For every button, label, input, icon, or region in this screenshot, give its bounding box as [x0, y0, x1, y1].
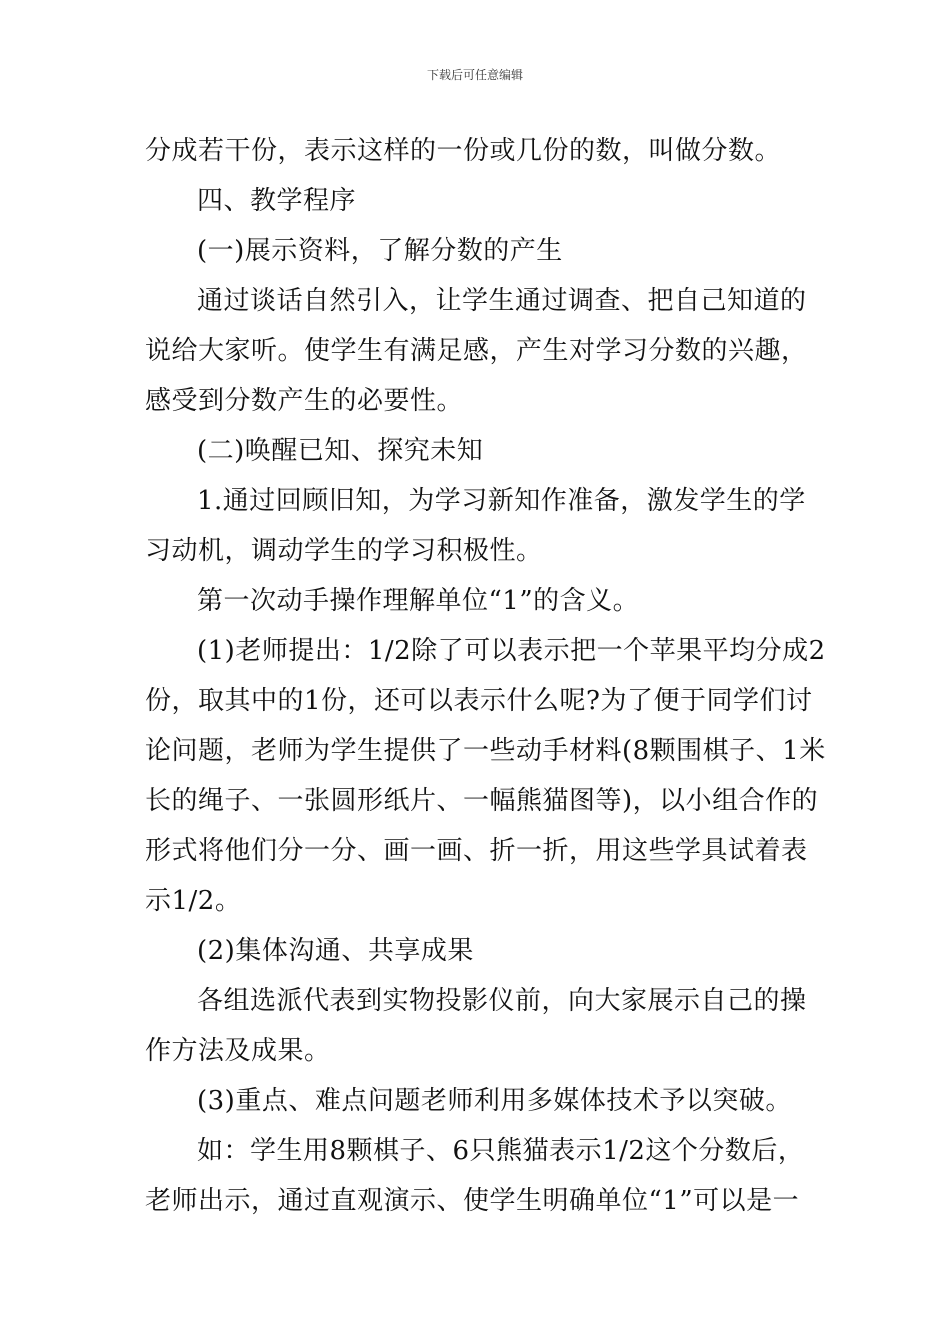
text-line: 论问题，老师为学生提供了一些动手材料(8颗围棋子、1米: [145, 736, 826, 766]
text-line: 习动机，调动学生的学习积极性。: [145, 536, 543, 566]
text-line: 四、教学程序: [197, 186, 357, 216]
text-line: (1)老师提出：1/2除了可以表示把一个苹果平均分成2: [197, 636, 826, 666]
text-line: 各组选派代表到实物投影仪前，向大家展示自己的操: [197, 986, 807, 1016]
text-line: 形式将他们分一分、画一画、折一折，用这些学具试着表: [145, 836, 808, 866]
text-line: 如：学生用8颗棋子、6只熊猫表示1/2这个分数后，: [197, 1136, 805, 1166]
text-line: 份，取其中的1份，还可以表示什么呢?为了便于同学们讨: [145, 686, 813, 716]
text-line: (一)展示资料，了解分数的产生: [197, 236, 563, 266]
page-header-note: 下载后可任意编辑: [426, 68, 523, 82]
text-line: 第一次动手操作理解单位“1”的含义。: [197, 586, 640, 616]
text-line: 说给大家听。使学生有满足感，产生对学习分数的兴趣，: [145, 336, 808, 366]
text-line: 感受到分数产生的必要性。: [145, 386, 464, 416]
text-line: (2)集体沟通、共享成果: [197, 936, 474, 966]
text-line: 分成若干份，表示这样的一份或几份的数，叫做分数。: [145, 136, 782, 166]
text-line: 示1/2。: [145, 886, 242, 916]
text-line: 通过谈话自然引入，让学生通过调查、把自己知道的: [197, 286, 807, 316]
text-line: 长的绳子、一张圆形纸片、一幅熊猫图等)，以小组合作的: [145, 786, 819, 816]
text-line: (3)重点、难点问题老师利用多媒体技术予以突破。: [197, 1086, 792, 1116]
text-line: 1.通过回顾旧知，为学习新知作准备，激发学生的学: [197, 486, 806, 516]
text-line: (二)唤醒已知、探究未知: [197, 436, 484, 466]
text-line: 老师出示，通过直观演示、使学生明确单位“1”可以是一: [145, 1186, 800, 1216]
document-body: [145, 126, 826, 1226]
text-line: 作方法及成果。: [145, 1036, 331, 1066]
